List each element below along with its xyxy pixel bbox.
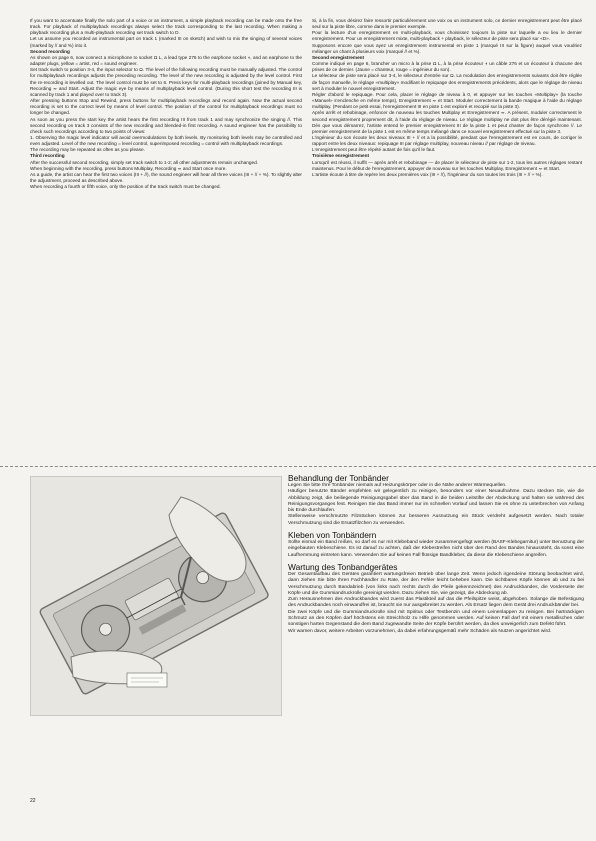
paragraph: When beginning with the recording, press buttons Multiplay, Recording ≂ and Start once more. — [30, 165, 227, 171]
paragraph: After the successful second recording, simply set track switch to 1-2; all other adjustments remain unchanged. — [30, 159, 258, 165]
section-heading: Third recording — [30, 153, 65, 159]
paragraph: Sollte einmal ein Band reißen, so darf es nur mit Klebeband wieder zusammengefügt werden (BASF-Klebegarnitur) unter Benutzung der eingebauten Klebeschiene. Es ist darauf zu achten, daß der Klebestreifen nicht über den Rand des Bandes hinaussteht, da sonst eine Laufhemmung eintreten kann. Verwenden Sie auf keinen Fall flüssige Bandkleber, da diese die Klebeschiene angreifen. — [288, 540, 584, 558]
paragraph: 1. Observing the magic level indicator will avoid overmodulations by both levels. By monitoring both levels may be controlled and even adjusted. Level of the new recording = level control, superimposed recording = control with multiplayback recordings. — [30, 134, 302, 147]
section-heading: Second enregistrement — [312, 54, 365, 60]
section-heading: Kleben von Tonbändern — [288, 530, 377, 541]
paragraph: Wir warnen davor, weitere Arbeiten vorzunehmen, da dabei erfahrungsgemäß mehr Schäden als Nutzen angerichtet wird. — [288, 628, 552, 634]
paragraph: Der Gesamtaufbau des Gerätes garantiert wartungsfreien Betrieb über lange Zeit. Wenn jedoch irgendeine Störung beobachtet wird, dann ziehen Sie bitte Ihren Fachhändler zu Rate, der den Fehler leicht beheben kann. Die sichtbaren Köpfe können ab und zu bei Verschmutzung durch Bandabrieb (von links nach rechts durch die Pfeile gekennzeichnet) des Andruckbandes, die Vorderseite der Köpfe und die Gummiandruckrolle gereinigt werden. Dazu ziehen Sie, wie gezeigt, die Abdeckung ab. — [288, 571, 584, 596]
paragraph: Legen Sie bitte Ihre Tonbänder niemals auf Heizungskörper oder in die Nähe anderer Wärmequellen. — [288, 483, 507, 488]
section-heading: Troisième enregistrement — [312, 153, 370, 159]
paragraph: When recording a fourth or fifth voice, only the position of the track switch must be changed. — [30, 184, 221, 190]
paragraph: Set track switch to position 3-4, the input selector to Ω. The level of the following recording must be manually adjusted. The control for multiplayback recordings adjusts the preceding recording. The level of the new recording is adjusted by the level control. First the re-recording is levelled out. The level control must be set to 6. Press keys for multi-playback recordings (joined by Manual key, Recording ≂ and Start. Adjust the magic eye by means of multiplayback level control. (During this short test the recording III is scanned by track 1 and played over to track 3). — [30, 67, 302, 97]
paragraph: As soon as you press the start key the artist hears the first recording III from track 1 and may synchronize the singing //. This second recording on track 3 consists of the new recording and blended-in first recording. A sound engineer has the possibility to check such recordings according to two points of views: — [30, 116, 302, 134]
english-text-column — [30, 18, 302, 406]
paragraph: Die zwei Köpfe und die Gummiandruckrolle sind mit Spiritus oder Testbenzin und einem Leinenlappen zu reinigen. Bei hartnäckigen Schmutz an den Köpfen darf höchstens ein Streichholz zu Hilfe genommen werden. Auf keinen Fall darf mit einem metallischen oder sonstigen harten Gegenstand die dem Band zugewandte Seite der Köpfe berührt werden, da dies unweigerlich zum Defekt führt. — [288, 609, 584, 628]
paragraph: Comme indiqué en page 6, brancher un micro à la prise Ω L, à la prise écouteur ◖ un câble 276 et un écouteur à chacune des prises de ce dernier. (Jaune = chanteur, rouge = ingénieur du son). — [312, 61, 582, 73]
page-divider — [0, 466, 596, 468]
paragraph: The recording may be repeated as often as you please. — [30, 147, 145, 153]
paragraph: L'enregistrement peut être répété autant de fois qu'il le faut. — [312, 147, 436, 153]
section-heading: Wartung des Tonbandgerätes — [288, 561, 398, 572]
paragraph: After pressing buttons Stop and Rewind, press buttons for multiplayback recordings and record again. Now the actual second recording is set to the correct level by means of level control. The position of the control for multiplayback recordings must no longer be changed. — [30, 98, 302, 116]
paragraph: Let us assume you recorded an instrumental part on track 1 (marked III on sketch) and wish to mix the singing of several voices (marked by // and %) into it. — [30, 36, 302, 48]
paragraph: Zum Herausnehmen des Andruckbandes wird zuerst das Plastikteil auf das die Pfeilspitze weist, abgehoben. Solange die Befestigung des Andruckbandes noch einwandfrei ist, braucht sie nur ausgebreitet zu werden. Als Ersatz liegen dem Gerät drei Andruckbänder bei. — [288, 597, 584, 609]
tape-recorder-photo — [30, 476, 282, 716]
paragraph: Le sélecteur de piste sera placé sur 3-4, le sélecteur d'entrée sur Ω. La modulation des enregistrements suivants doit être réglée de façon manuelle, le réglage «multiplay» modifiant le repiquage des enregistrements précédents, alors que le réglage de niveau sert à moduler le nouvel enregistrement. — [312, 73, 582, 91]
paragraph: L'ingénieur du son écoute les deux niveaux III + // et a la possibilité, pendant que l'enregistrement est en cours, de corriger le rapport entre les deux niveaux: repiquage III par réglage multiplay, nouveau niveau // par réglage de niveau. — [312, 134, 582, 147]
page-number: 22 — [30, 798, 36, 804]
german-text-column — [288, 470, 584, 826]
french-text-column — [312, 18, 582, 406]
paragraph: Pour la lecture d'un enregistrement en multi-playback, vous choisissez toujours la piste sur laquelle a eu lieu le dernier enregistrement. Pour un enregistrement mixte, multi-playback + playback, le sélecteur de piste sera placé sur «D». — [312, 30, 582, 42]
section-heading: Behandlung der Tonbänder — [288, 473, 389, 483]
paragraph: Si, à la fin, vous désirez faire ressortir particulièrement une voix ou un instrument solo, ce dernier enregistrement peut être placé seul sur la piste libre, comme dans le premier exemple. — [312, 18, 582, 30]
paragraph: Lorsqu'il est réussi, il suffit — après arrêt et rebobinage — de placer le sélecteur de piste sur 1-2, tous les autres réglages restant maintenus. Pour le début de l'enregistrement, appuyer de nouveau sur les touches Multiplay, Enregistrement ≂ et Start. — [312, 159, 582, 171]
paragraph: If you want to accentuate finally the solo part of a voice or an instrument, a simple playback recording can be made onto the free track. For playback of multiplayback recordings always select the track corresponding to the last recording. When making a playback recording plus a multi-playback recording set track switch to D. — [30, 18, 302, 36]
section-heading: Second recording — [30, 48, 70, 54]
paragraph: Supposons encore que vous ayez un enregistrement instrumental en piste 1 (marqué III sur la figure) auquel vous voudriez mélanger un chant à plusieurs voix (marqué // et %). — [312, 42, 582, 54]
paragraph: Régler d'abord le repiquage. Pour cela, placer le réglage de niveau à 0, et appuyer sur les touches «Multiplay» (la touche «Manuel» s'enclenche en même temps), Enregistrement ≂ et Start. Moduler correctement la bande magique à l'aide du réglage multiplay. (Pendant ce petit essai, l'enregistrement III en piste 1 est exploré et recopié sur la piste 3). — [312, 91, 582, 110]
paragraph: Häufiger benutzte Bänder empfehlen wir gelegentlich zu reinigen, besonders vor einer Neuaufnahme. Dazu stecken Sie, wie die Abbildung zeigt, die beiliegende Reinigungsgabel über das Band in die beiden Leitstifte der Abdeckung und halten sie während des Reinigungsvorganges fest. Reinigen Sie das Band immer nur im schnellen Vorlauf und lassen Sie es ohne zu unterbrechen von Anfang bis Ende durchlaufen. — [288, 489, 584, 514]
paragraph: As a guide, the artist can hear the first two voices (III + //), the sound engineer will hear all three voices (III + // + %). To slightly alter the adjustment, proceed as described above. — [30, 171, 302, 184]
paragraph: Après arrêt et rebobinage, enfoncer de nouveau les touches Multiplay et Enregistrement ≂. A présent, moduler correctement le second enregistrement proprement dit, à l'aide du réglage de niveau. Le réglage multiplay ne doit plus être dérégié maintenant. Dès que vous démarrez, l'artiste entend le premier enregistrement III de la piste 1 et peut chanter de façon synchrone //. Le premier enregistrement de la piste 1 est en même temps mélangé dans ce nouvel enregistrement effectué sur la piste 3. — [312, 110, 582, 134]
paragraph: L'artiste écoute à titre de repère les deux premières voix (III + //), l'ingénieur du son toutes les trois (III + // + %). — [312, 171, 543, 177]
paragraph: Stellenweise verschmutzte Filzstücken können zur besseren Ausnutzung ein Stück verdreht aufgesetzt werden. Nach totaler Verschmutzung sind die Ersatzfilzchen zu verwenden. — [288, 514, 584, 526]
paragraph: As shown on page 6, now connect a microphone to socket Ω L, a lead type 276 to the earphone socket ◖, and an earphone to the adapter plugs, yellow = artist, red = sound engineer. — [30, 54, 302, 67]
